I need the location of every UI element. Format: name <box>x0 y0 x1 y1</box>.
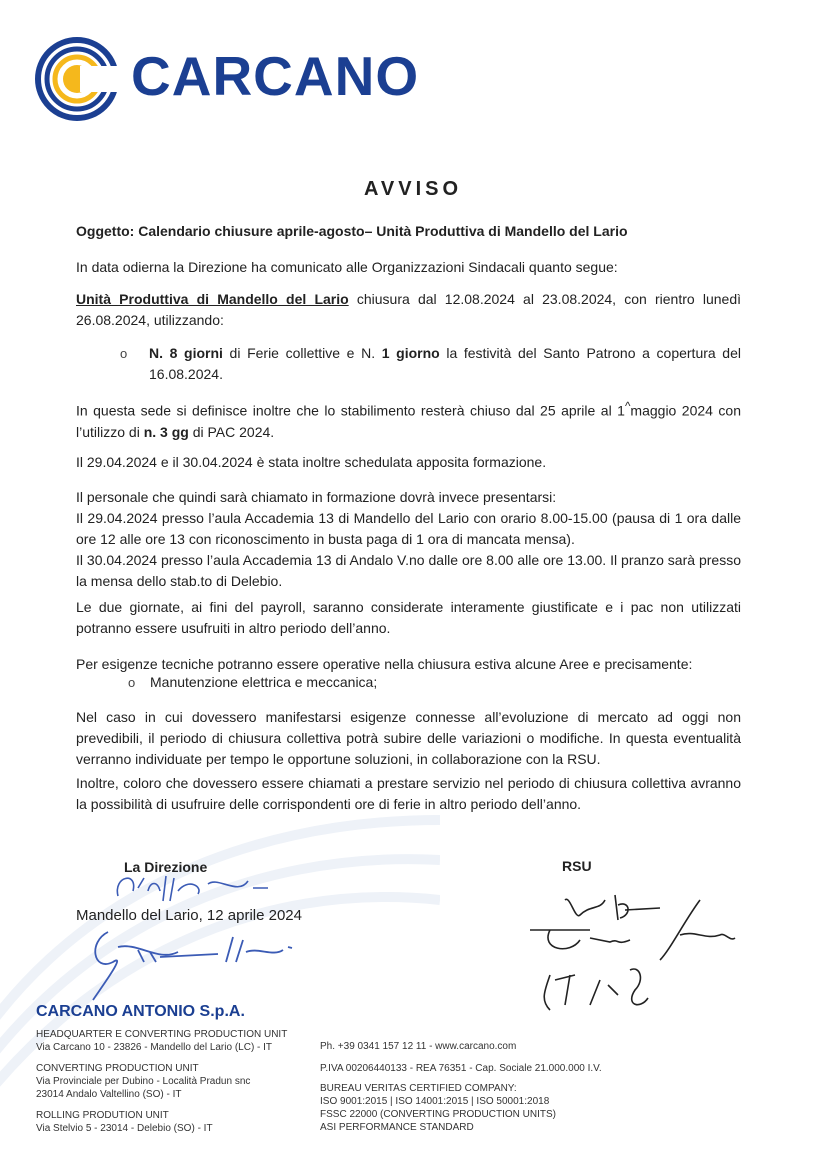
hq-address: Via Carcano 10 - 23826 - Mandello del Lario (LC) - IT <box>36 1042 273 1053</box>
service-paragraph: Inoltre, coloro che dovessero essere chiamati a prestare servizio nel periodo di chiusura collettiva avranno la possibilità di usufruire delle corrispondenti ore di ferie in altro periodo dell’anno. <box>76 775 741 812</box>
rsu-label: RSU <box>562 858 592 874</box>
market-paragraph: Nel caso in cui dovessero manifestarsi esigenze connesse all’evoluzione di mercato ad oggi non prevedibili, il periodo di chiusura collettiva potrà subire delle variazioni o modifiche. In questa eventualità verranno individuate per tempo le opportune soluzioni, in collaborazione con la RSU. <box>76 709 741 767</box>
document-title: AVVISO <box>363 178 463 200</box>
april-closure-paragraph <box>76 396 741 443</box>
cert-title: BUREAU VERITAS CERTIFIED COMPANY: <box>320 1083 517 1094</box>
cert-asi: ASI PERFORMANCE STANDARD <box>320 1122 474 1133</box>
cert-fssc: FSSC 22000 (CONVERTING PRODUCTION UNITS) <box>320 1109 556 1120</box>
footer-phone-web: Ph. +39 0341 157 12 11 - www.carcano.com <box>320 1041 517 1052</box>
personnel-line3: Il 30.04.2024 presso l’aula Accademia 13 di Andalo V.no dalle ore 8.00 alle ore 13.00. Il pranzo sarà presso la mensa dello stab.to di Delebio. <box>76 552 741 589</box>
rsu-signatures-icon <box>520 880 750 1020</box>
hq-title: HEADQUARTER E CONVERTING PRODUCTION UNIT <box>36 1029 288 1040</box>
bullet1-text1: di Ferie collettive e N. <box>222 345 382 361</box>
direction-signature-2-icon <box>78 922 308 1002</box>
personnel-line1: Il personale che quindi sarà chiamato in formazione dovrà invece presentarsi: <box>76 489 557 505</box>
april-sup: ^ <box>624 400 631 413</box>
april-text2: maggio 2024 con l’utilizzo di <box>76 402 741 440</box>
conv-title: CONVERTING PRODUCTION UNIT <box>36 1063 199 1074</box>
subject-line: Oggetto: Calendario chiusure aprile-agosto– Unità Produttiva di Mandello del Lario <box>76 223 628 239</box>
intro-paragraph: In data odierna la Direzione ha comunicato alle Organizzazioni Sindacali quanto segue: <box>76 259 618 275</box>
footer-certifications <box>320 1082 556 1134</box>
closure-paragraph <box>76 289 741 331</box>
technical-paragraph: Per esigenze tecniche potranno essere operative nella chiusura estiva alcune Aree e precisamente: <box>76 656 693 672</box>
bullet-circle-icon: o <box>120 346 128 361</box>
carcano-rings-logo-icon <box>34 36 120 122</box>
footer-converting <box>36 1062 250 1101</box>
bullet-circle-icon: o <box>128 675 136 690</box>
bullet1-text2: la festività del Santo Patrono a copertura del 16.08.2024. <box>149 345 741 382</box>
place-date: Mandello del Lario, 12 aprile 2024 <box>76 907 302 924</box>
april-bold: n. 3 gg <box>143 423 189 440</box>
april-text1: In questa sede si definisce inoltre che lo stabilimento resterà chiuso dal 25 aprile al 1 <box>76 402 625 419</box>
footer-vat: P.IVA 00206440133 - REA 76351 - Cap. Sociale 21.000.000 I.V. <box>320 1063 602 1074</box>
direction-label: La Direzione <box>124 859 208 875</box>
closure-text: chiusura dal 12.08.2024 al 23.08.2024, con rientro lunedì 26.08.2024, utilizzando: <box>76 291 741 328</box>
footer-rolling <box>36 1109 213 1135</box>
payroll-paragraph: Le due giornate, ai fini del payroll, saranno considerate interamente giustificate e i pac non utilizzati potranno essere usufruiti in altro periodo dell’anno. <box>76 599 741 636</box>
brand-name: CARCANO <box>131 45 420 107</box>
bullet2-text: Manutenzione elettrica e meccanica; <box>150 674 378 690</box>
training-paragraph: Il 29.04.2024 e il 30.04.2024 è stata inoltre schedulata apposita formazione. <box>76 454 547 470</box>
bullet1-bold2: 1 giorno <box>381 345 440 361</box>
bullet1-bold1: N. 8 giorni <box>149 345 223 361</box>
list-item-ferie <box>120 343 741 385</box>
personnel-paragraph <box>76 487 741 592</box>
footer-hq <box>36 1028 287 1054</box>
roll-title: ROLLING PRODUTION UNIT <box>36 1110 169 1121</box>
direction-signature-1-icon <box>108 866 288 906</box>
conv-address1: Via Provinciale per Dubino - Località Pradun snc <box>36 1076 251 1087</box>
roll-address: Via Stelvio 5 - 23014 - Delebio (SO) - IT <box>36 1123 213 1134</box>
conv-address2: 23014 Andalo Valtellino (SO) - IT <box>36 1089 182 1100</box>
list-item-manutenzione <box>128 672 749 693</box>
april-text3: di PAC 2024. <box>188 423 275 440</box>
cert-iso: ISO 9001:2015 | ISO 14001:2015 | ISO 50001:2018 <box>320 1096 550 1107</box>
footer-company-name: CARCANO ANTONIO S.p.A. <box>36 1003 245 1020</box>
unit-name: Unità Produttiva di Mandello del Lario <box>76 291 349 307</box>
personnel-line2: Il 29.04.2024 presso l’aula Accademia 13 di Mandello del Lario con orario 8.00-15.00 (pausa di 1 ora dalle ore 12 alle ore 13 con riconoscimento in busta paga di 1 ora di mancata mensa). <box>76 510 741 547</box>
